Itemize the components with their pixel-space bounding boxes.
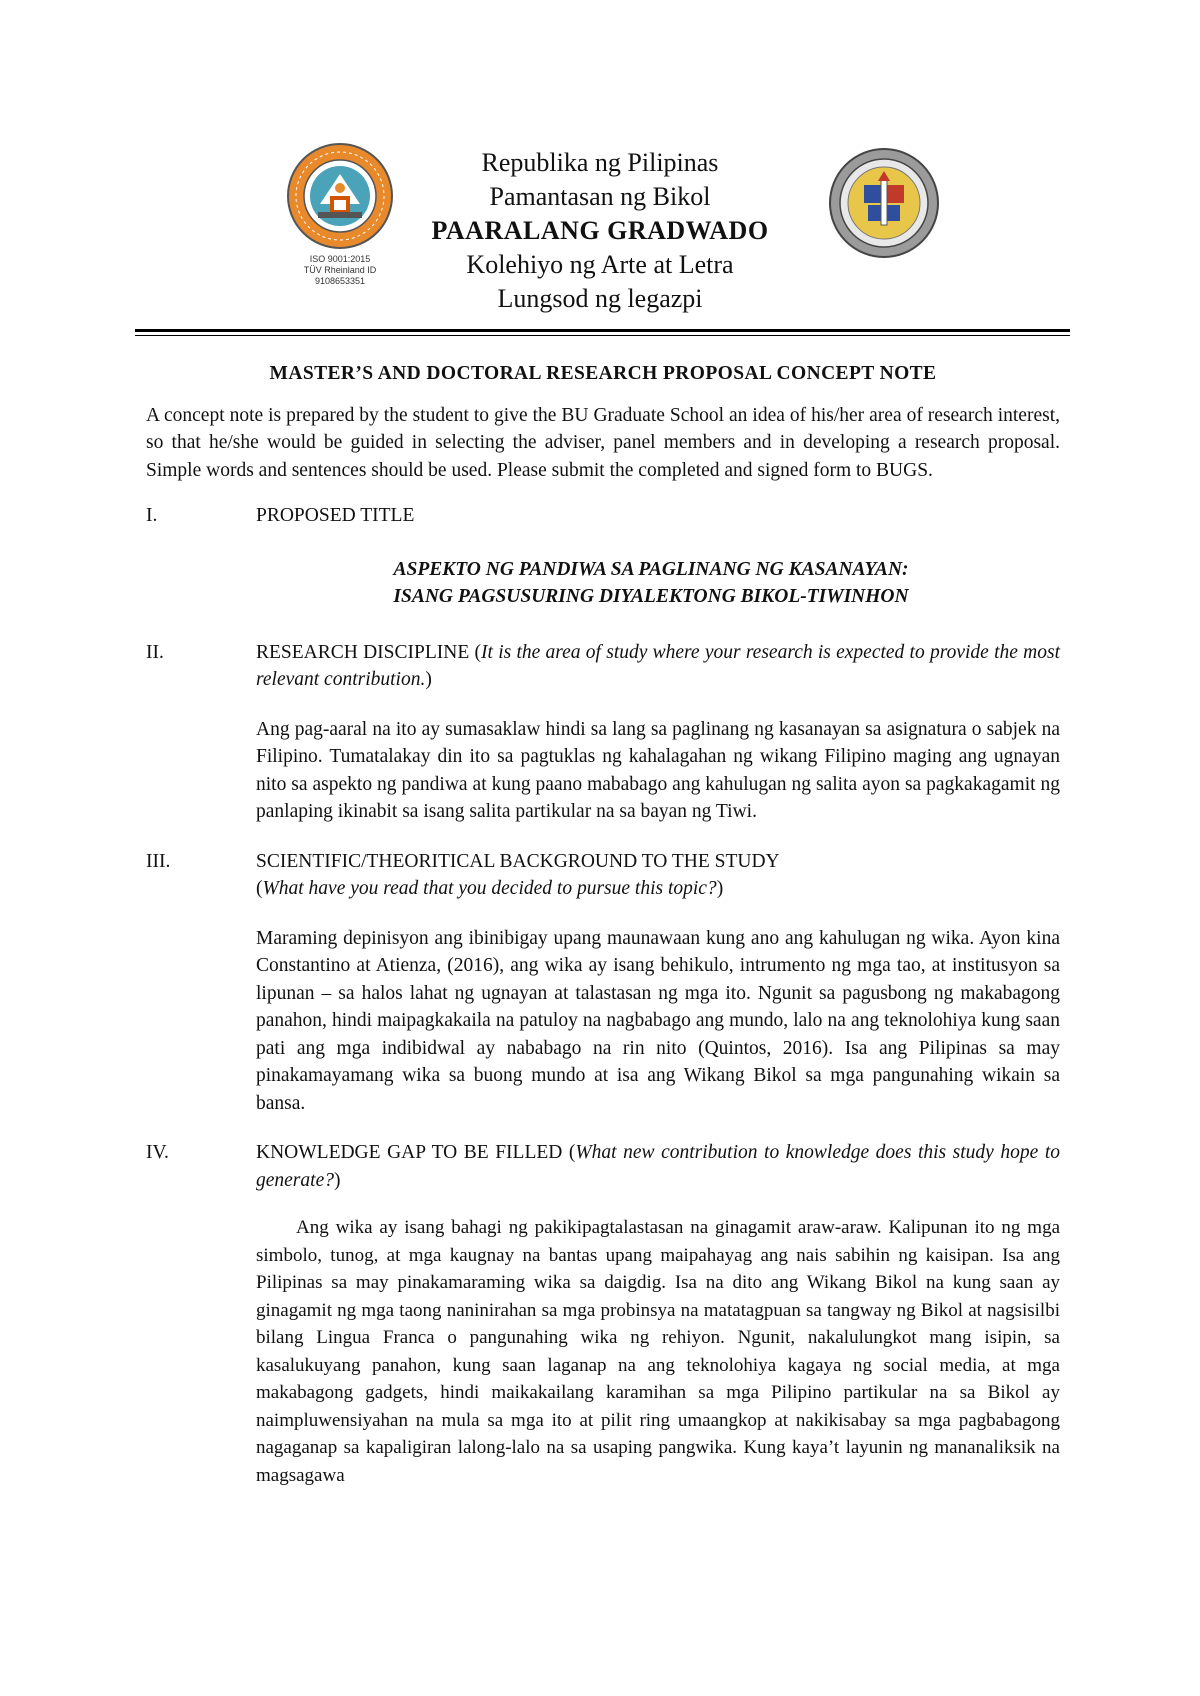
section-3-heading-text: SCIENTIFIC/THEORITICAL BACKGROUND TO THE STUDY (What have you read that you decided to pursue this topic?) <box>256 850 780 899</box>
section-2-numeral: II. <box>146 641 164 663</box>
section-4-title: KNOWLEDGE GAP TO BE FILLED <box>256 1142 563 1163</box>
letterhead <box>0 140 1200 330</box>
section-2-heading <box>146 639 1060 694</box>
section-1-numeral: I. <box>146 505 158 526</box>
header-rule-thick <box>135 329 1070 332</box>
graduate-school-seal <box>826 145 942 261</box>
iso-line-2: TÜV Rheinland ID 9108653351 <box>303 265 377 286</box>
graduate-school-seal-icon <box>826 145 942 261</box>
iso-line-1: ISO 9001:2015 <box>309 254 371 264</box>
section-3-note: What have you read that you decided to pursue this topic? <box>262 878 717 899</box>
section-3-heading <box>146 848 1060 903</box>
section-1-heading <box>146 502 1060 530</box>
proposed-title-line-2: ISANG PAGSUSURING DIYALEKTONG BIKOL-TIWINHON <box>393 586 909 607</box>
header-line-city: Lungsod ng legazpi <box>497 284 703 313</box>
proposed-title <box>242 556 1060 611</box>
section-1-title: PROPOSED TITLE <box>256 505 415 526</box>
section-4-heading <box>146 1139 1060 1194</box>
header-rule-thin <box>135 335 1070 336</box>
header-line-college: Kolehiyo ng Arte at Letra <box>466 250 734 279</box>
section-2-title: RESEARCH DISCIPLINE <box>256 641 470 663</box>
letterhead-text <box>390 146 810 316</box>
section-4-heading-text: KNOWLEDGE GAP TO BE FILLED (What new contribution to knowledge does this study hope to generate?) <box>256 1142 1060 1191</box>
document-title: MASTER’S AND DOCTORAL RESEARCH PROPOSAL CONCEPT NOTE <box>269 363 937 384</box>
proposed-title-line-1: ASPEKTO NG PANDIWA SA PAGLINANG NG KASANAYAN: <box>393 558 909 580</box>
header-line-republic: Republika ng Pilipinas <box>481 148 719 177</box>
section-4-numeral: IV. <box>146 1142 169 1163</box>
section-4-note: What new contribution to knowledge does this study hope to generate? <box>256 1142 1060 1191</box>
header-line-graduate-school: PAARALANG GRADWADO <box>431 216 769 245</box>
intro-paragraph: A concept note is prepared by the student to give the BU Graduate School an idea of his/her area of research interest, so that he/she would be guided in selecting the adviser, panel members and in developing a research proposal. Simple words and sentences should be used. Please submit the completed and signed form to BUGS. <box>146 404 1060 481</box>
bicol-university-seal <box>278 140 402 287</box>
header-line-university: Pamantasan ng Bikol <box>489 182 711 211</box>
iso-certification <box>278 254 402 287</box>
document-body <box>146 360 1060 1489</box>
section-3-title: SCIENTIFIC/THEORITICAL BACKGROUND TO THE STUDY <box>256 850 780 872</box>
section-3-body: Maraming depinisyon ang ibinibigay upang maunawaan kung ano ang kahulugan ng wika. Ayon kina Constantino at Atienza, (2016), ang wika ay isang behikulo, intrumento ng mga tao, at institusyon sa lipunan – sa halos lahat ng ugnayan at talastasan ng mga ito. Ngunit sa pagusbong ng makabagong panahon, hindi maipagkakaila na patuloy na nagbabago ang mundo, lalo na ang teknolohiya kung saan pati ang mga indibidwal ay nababago na rin nito (Quintos, 2016). Isa ang Pilipinas sa may pinakamayamang wika sa buong mundo at isa ang Wikang Bikol sa mga pangunahing wikain sa bansa. <box>256 927 1060 1114</box>
section-2-heading-text: RESEARCH DISCIPLINE (It is the area of study where your research is expected to provide the most relevant contribution.) <box>256 641 1060 690</box>
section-2-body: Ang pag-aaral na ito ay sumasaklaw hindi sa lang sa paglinang ng kasanayan sa asignatura o sabjek na Filipino. Tumatalakay din ito sa pagtuklas ng kahalagahan ng wikang Filipino maging ang ugnayan nito sa aspekto ng pandiwa at kung paano mababago ang kahulugan ng salita ayon sa pagkakagamit ng panlaping ikinabit sa isang salita partikular na sa bayan ng Tiwi. <box>256 718 1060 822</box>
section-3-numeral: III. <box>146 850 171 872</box>
university-seal-icon <box>278 140 402 252</box>
section-4-body: Ang wika ay isang bahagi ng pakikipagtalastasan na ginagamit araw-araw. Kalipunan ito ng mga simbolo, tunog, at mga kaugnay na bantas upang maipahayag ang nais sabihin ng kaisipan. Isa ang Pilipinas sa may pinakamaraming wika sa daigdig. Isa na dito ang Wikang Bikol na kung saan ay ginagamit ng mga taong naninirahan sa mga probinsya na matatagpuan sa tangway ng Bikol at nagsisilbi bilang Lingua Franca o pangunahing wika ng rehiyon. Ngunit, nakalulungkot mang isipin, sa kasalukuyang panahon, kung saan laganap na ang teknolohiya kagaya ng social media, at mga makabagong gadgets, hindi maikakailang karamihan sa mga Pilipino partikular na sa Bikol ay naimpluwensiyahan na mula sa mga ito at pilit ring umaangkop at nakikisabay sa mga pagbabagong nagaganap sa kapaligiran lalong-lalo na sa usaping pangwika. Kung kaya’t layunin ng mananaliksik na magsagawa <box>256 1217 1060 1486</box>
section-2-note: It is the area of study where your research is expected to provide the most relevant contribution. <box>256 641 1060 690</box>
